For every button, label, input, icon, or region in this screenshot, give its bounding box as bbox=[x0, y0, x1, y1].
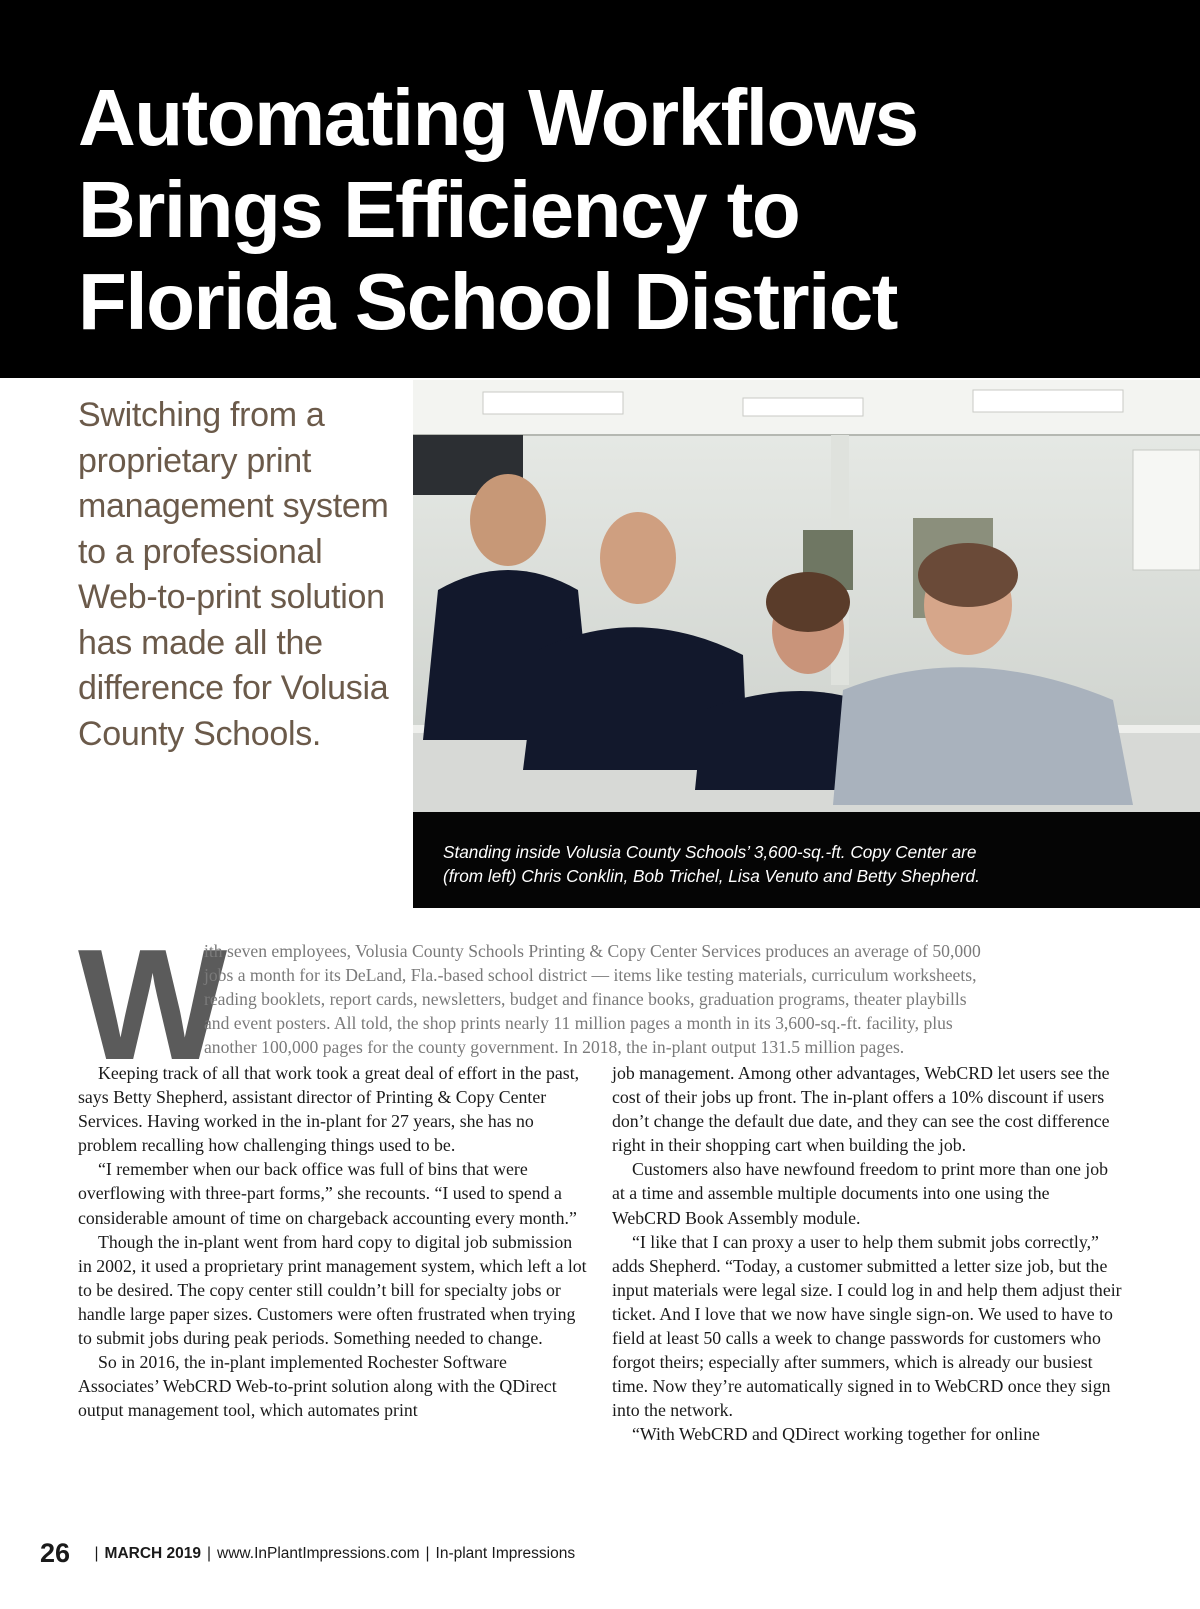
publication-name: In-plant Impressions bbox=[435, 1544, 576, 1562]
intro-line: ith seven employees, Volusia County Schools Printing & Copy Center Services produces an average of 50,000 bbox=[204, 941, 981, 961]
drop-cap: W bbox=[78, 917, 222, 1093]
footer-line bbox=[89, 1545, 576, 1562]
body-paragraph: “I remember when our back office was full of bins that were overflowing with three-part forms,” she recounts. “I used to spend a considerable amount of time on chargeback accounting every month.” bbox=[78, 1159, 577, 1228]
article-title bbox=[78, 72, 1178, 348]
body-paragraph: “With WebCRD and QDirect working together for online bbox=[632, 1424, 1040, 1445]
intro-paragraph bbox=[204, 939, 1124, 1059]
intro-line: and event posters. All told, the shop prints nearly 11 million pages a month in its 3,600-sq.-ft. facility, plus bbox=[204, 1013, 953, 1033]
body-paragraph: So in 2016, the in-plant implemented Rochester Software Associates’ WebCRD Web-to-print solution along with the QDirect output management tool, which automates print bbox=[78, 1352, 557, 1421]
page-number: 26 bbox=[40, 1538, 71, 1568]
body-paragraph: Customers also have newfound freedom to print more than one job at a time and assemble multiple documents into one using the WebCRD Book Assembly module. bbox=[612, 1159, 1109, 1228]
body-paragraph: “I like that I can proxy a user to help them submit jobs correctly,” adds Shepherd. “Today, a customer submitted a letter size job, but the input materials were legal size. I could log in and help them adjust their ticket. And I love that we now have single sign-on. We used to have to field at least 50 calls a week to change passwords for customers who forgot theirs; especially after summers, which is already our busiest time. Now they’re automatically signed in to WebCRD once they sign into the network. bbox=[612, 1231, 1122, 1421]
page-footer bbox=[40, 1538, 575, 1569]
footer-separator: | bbox=[94, 1544, 99, 1562]
title-line: Brings Efficiency to bbox=[78, 165, 800, 254]
caption-line: (from left) Chris Conklin, Bob Trichel, Lisa Venuto and Betty Shepherd. bbox=[443, 866, 980, 886]
website-link[interactable]: www.InPlantImpressions.com bbox=[217, 1544, 420, 1562]
body-column-right bbox=[612, 1061, 1122, 1447]
intro-line: reading booklets, report cards, newsletters, budget and finance books, graduation programs, theater playbills bbox=[204, 989, 967, 1009]
caption-line: Standing inside Volusia County Schools’ 3,600-sq.-ft. Copy Center are bbox=[443, 842, 977, 862]
group-photo-icon bbox=[413, 380, 1200, 908]
body-paragraph: job management. Among other advantages, WebCRD let users see the cost of their jobs up front. The in-plant offers a 10% discount if users don’t change the default due date, and they can see the cost difference right in their shopping cart when building the job. bbox=[612, 1063, 1110, 1156]
footer-separator: | bbox=[207, 1544, 212, 1562]
body-paragraph: Keeping track of all that work took a great deal of effort in the past, says Betty Shepherd, assistant director of Printing & Copy Center Services. Having worked in the in-plant for 27 years, she has no problem recalling how challenging things used to be. bbox=[78, 1063, 580, 1156]
footer-separator: | bbox=[425, 1544, 430, 1562]
body-column-left bbox=[78, 1061, 588, 1422]
intro-line: another 100,000 pages for the county government. In 2018, the in-plant output 131.5 million pages. bbox=[204, 1037, 905, 1057]
photo-caption bbox=[443, 840, 1163, 888]
issue-date: MARCH 2019 bbox=[104, 1544, 202, 1562]
intro-line: jobs a month for its DeLand, Fla.-based school district — items like testing materials, curriculum worksheets, bbox=[204, 965, 977, 985]
title-line: Automating Workflows bbox=[78, 73, 918, 162]
title-band bbox=[0, 0, 1200, 378]
title-line: Florida School District bbox=[78, 257, 897, 346]
body-paragraph: Though the in-plant went from hard copy to digital job submission in 2002, it used a proprietary print management system, which left a lot to be desired. The copy center still couldn’t bill for specialty jobs or handle large paper sizes. Customers were often frustrated when trying to submit jobs during peak periods. Something needed to change. bbox=[78, 1231, 587, 1349]
article-deck: Switching from a proprietary print management system to a professional Web-to-print solution has made all the difference for Volusia County Schools. bbox=[78, 396, 389, 753]
group-photo bbox=[413, 380, 1200, 908]
